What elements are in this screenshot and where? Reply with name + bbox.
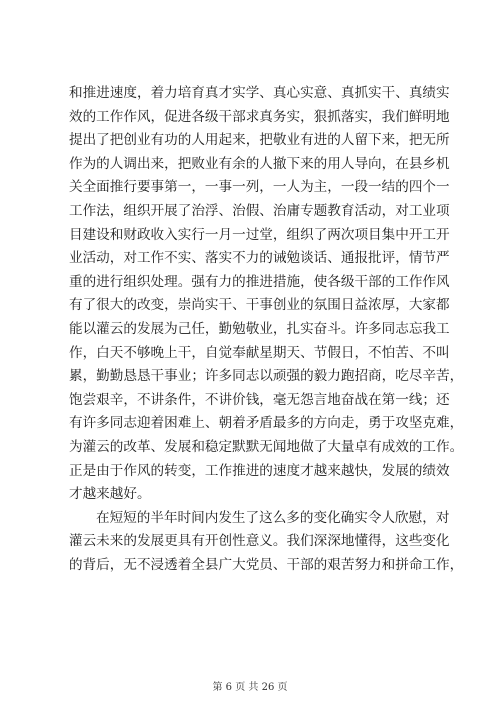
page-number-footer: 第 6 页 共 26 页 [212, 682, 288, 693]
text-line: 工作法，组织开展了治浮、治假、治庸专题教育活动，对工业项 [69, 203, 450, 219]
text-line: 能以灌云的发展为己任，勤勉敬业，扎实奋斗。许多同志忘我工 [69, 321, 450, 337]
text-line: 和推进速度，着力培育真才实学、真心实意、真抓实干、真绩实 [69, 85, 450, 101]
text-line: 业活动，对工作不实、落实不力的诫勉谈话、通报批评，情节严 [69, 250, 450, 267]
text-line: 有许多同志迎着困难上、朝着矛盾最多的方向走，勇于攻坚克难， [69, 415, 464, 432]
text-line: 关全面推行要事第一，一事一列，一人为主，一段一结的四个一 [69, 179, 450, 196]
text-line: 重的进行组织处理。强有力的推进措施，使各级干部的工作作风 [69, 273, 450, 290]
text-line: 提出了把创业有功的人用起来，把敬业有进的人留下来，把无所 [69, 132, 450, 149]
text-line: 目建设和财政收入实行一月一过堂，组织了两次项目集中开工开 [69, 226, 450, 243]
text-line: 作为的人调出来，把败业有余的人撤下来的用人导向，在县乡机 [69, 155, 450, 172]
text-line: 累，勤勤恳恳干事业；许多同志以顽强的毅力跑招商，吃尽辛苦， [69, 368, 464, 385]
text-line: 有了很大的改变，崇尚实干、干事创业的氛围日益浓厚，大家都 [69, 297, 450, 314]
text-line: 正是由于作风的转变，工作推进的速度才越来越快，发展的绩效 [69, 462, 450, 479]
text-line: 灌云未来的发展更具有开创性意义。我们深深地懂得，这些变化 [69, 533, 450, 550]
text-line: 效的工作作风，促进各级干部求真务实，狠抓落实，我们鲜明地 [69, 108, 450, 125]
text-line: 作，白天不够晚上干，自觉奉献星期天、节假日，不怕苦、不叫 [69, 344, 450, 361]
text-line: 才越来越好。 [69, 486, 151, 503]
text-line: 饱尝艰辛，不讲条件，不讲价钱，毫无怨言地奋战在第一线；还 [69, 391, 450, 408]
paragraph-first-line: 在短短的半年时间内发生了这么多的变化确实令人欣慰，对 [96, 509, 450, 526]
text-line: 的背后，无不浸透着全县广大党员、干部的艰苦努力和拼命工作， [69, 557, 464, 573]
text-line: 为灌云的改革、发展和稳定默默无闻地做了大量卓有成效的工作。 [69, 439, 464, 455]
